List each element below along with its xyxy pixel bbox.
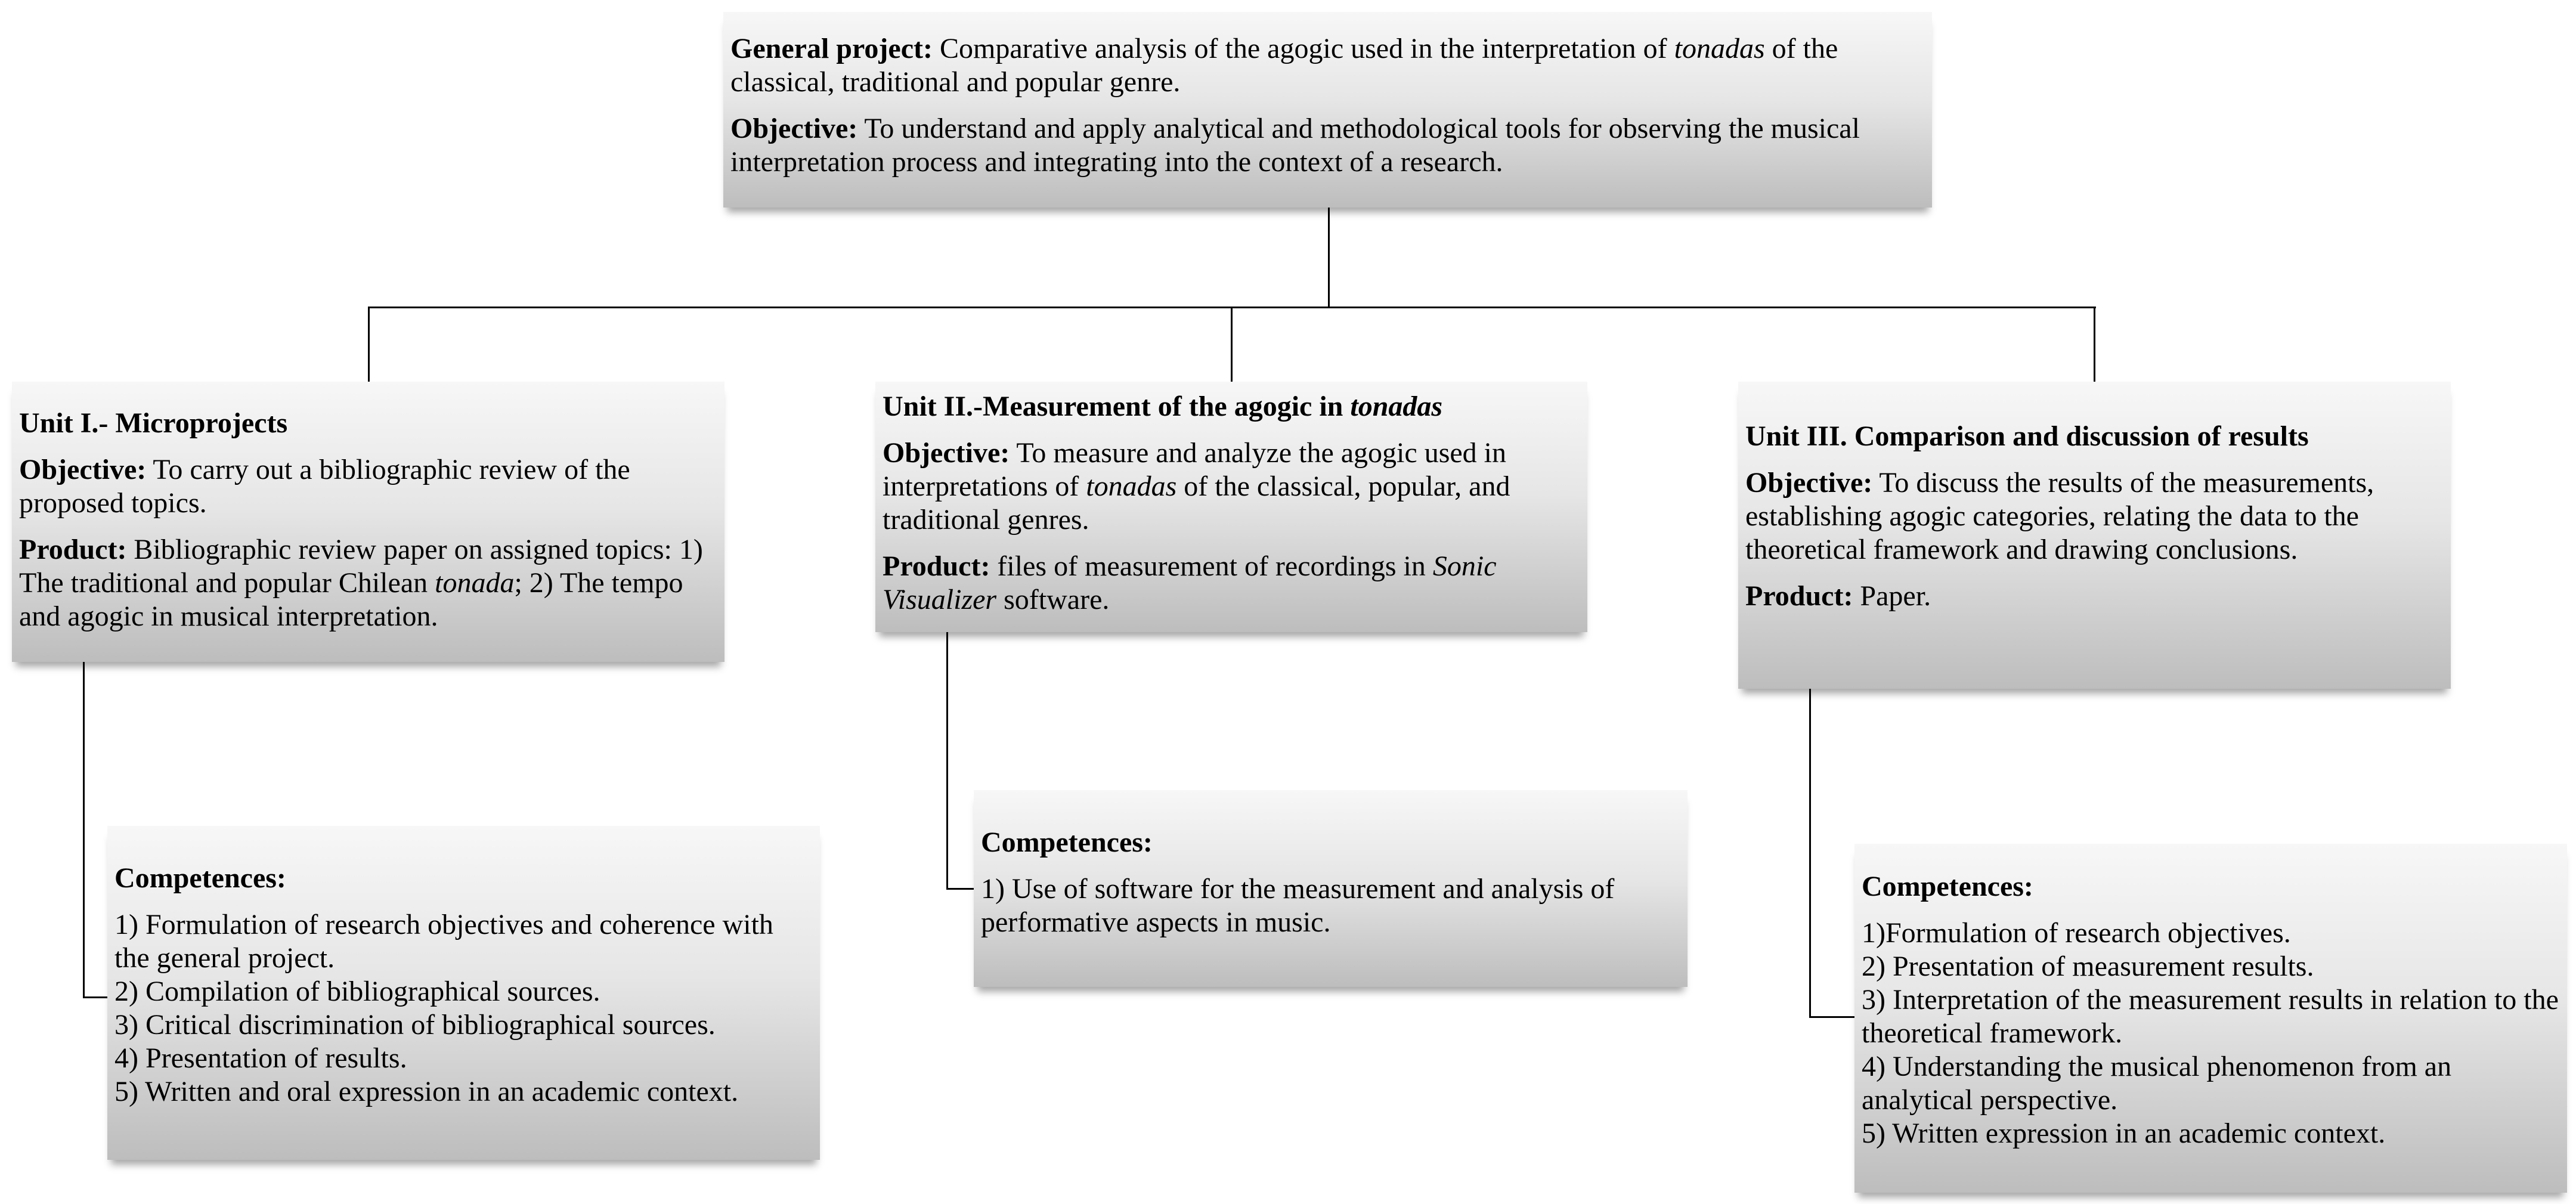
unit2-competences-box bbox=[974, 790, 1688, 987]
unit3-title: Unit III. Comparison and discussion of results bbox=[1745, 420, 2309, 452]
connector-unit3-competences-h bbox=[1809, 1016, 1855, 1018]
competence-item: 2) Presentation of measurement results. bbox=[1862, 951, 2314, 982]
unit1-title: Unit I.- Microprojects bbox=[19, 407, 288, 439]
unit1-box bbox=[12, 382, 724, 662]
connector-unit2-competences-h bbox=[946, 888, 974, 890]
unit3-competences-box bbox=[1854, 844, 2567, 1193]
general-objective-label: Objective: bbox=[730, 113, 858, 144]
unit3-product: Product: Paper. bbox=[1745, 580, 1931, 612]
unit1-competences-list bbox=[114, 908, 813, 1109]
competence-item: 1) Use of software for the measurement and analysis of performative aspects in music. bbox=[981, 873, 1615, 938]
connector-root-down bbox=[1328, 208, 1330, 308]
unit1-competences-title: Competences: bbox=[114, 862, 286, 894]
connector-unit2 bbox=[1231, 307, 1233, 382]
general-objective-text: Objective: To understand and apply analytical and methodological tools for observing the musical interpretation process and integrating into the context of a research. bbox=[730, 113, 1860, 178]
connector-unit3-competences-v bbox=[1809, 689, 1811, 1018]
competence-item: 2) Compilation of bibliographical sources. bbox=[114, 976, 600, 1007]
unit2-competences-title: Competences: bbox=[981, 827, 1153, 858]
unit3-competences-title: Competences: bbox=[1862, 871, 2033, 902]
unit1-product: Product: Bibliographic review paper on assigned topics: 1) The traditional and popular Chilean tonada; 2) The tempo and agogic in musical interpretation. bbox=[19, 534, 703, 632]
unit2-objective: Objective: To measure and analyze the agogic used in interpretations of tonadas of the classical, popular, and traditional genres. bbox=[883, 437, 1510, 536]
unit2-product: Product: files of measurement of recordings in Sonic Visualizer software. bbox=[883, 550, 1497, 615]
competence-item: 5) Written and oral expression in an academic context. bbox=[114, 1076, 739, 1107]
general-project-label: General project: bbox=[730, 33, 933, 64]
general-project-text: General project: Comparative analysis of the agogic used in the interpretation of tonadas of the classical, traditional and popular genre. bbox=[730, 33, 1838, 98]
unit2-competences-list bbox=[981, 872, 1680, 939]
unit2-title: Unit II.-Measurement of the agogic in tonadas bbox=[883, 391, 1443, 422]
connector-unit2-competences-v bbox=[946, 632, 948, 890]
competence-item: 1)Formulation of research objectives. bbox=[1862, 917, 2291, 949]
competence-item: 4) Understanding the musical phenomenon from an analytical perspective. bbox=[1862, 1051, 2452, 1116]
competence-item: 3) Critical discrimination of bibliographical sources. bbox=[114, 1009, 716, 1041]
connector-unit1 bbox=[368, 307, 370, 382]
competence-item: 1) Formulation of research objectives and coherence with the general project. bbox=[114, 909, 773, 974]
competence-item: 5) Written expression in an academic context. bbox=[1862, 1118, 2386, 1149]
connector-unit1-competences-h bbox=[83, 996, 108, 998]
unit3-box bbox=[1738, 382, 2451, 689]
unit1-objective: Objective: To carry out a bibliographic review of the proposed topics. bbox=[19, 454, 630, 519]
competence-item: 4) Presentation of results. bbox=[114, 1042, 407, 1074]
connector-unit3 bbox=[2094, 307, 2095, 382]
unit3-objective: Objective: To discuss the results of the measurements, establishing agogic categories, relating the data to the theoretical framework and drawing conclusions. bbox=[1745, 467, 2374, 565]
unit2-box bbox=[875, 382, 1587, 632]
unit3-competences-list bbox=[1862, 917, 2560, 1150]
unit1-competences-box bbox=[107, 826, 820, 1160]
competence-item: 3) Interpretation of the measurement results in relation to the theoretical framework. bbox=[1862, 984, 2559, 1049]
connector-unit1-competences-v bbox=[83, 662, 85, 998]
general-project-box bbox=[723, 12, 1932, 208]
